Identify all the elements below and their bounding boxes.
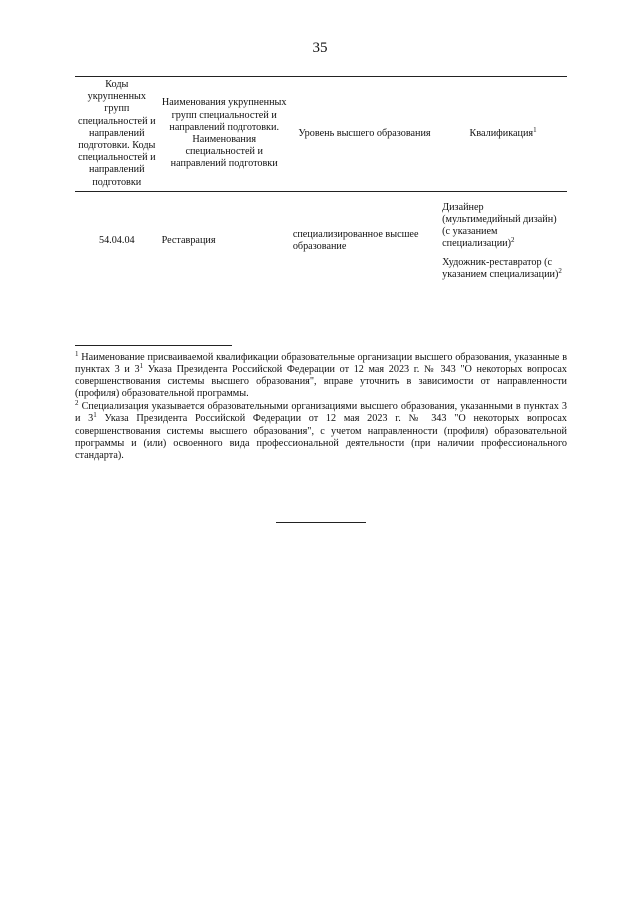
qualification-item (442, 202, 564, 251)
header-codes: Коды укрупненных групп специальностей и направлений подготовки. Коды специальностей и направлений подготовки (75, 77, 159, 192)
footnote-separator (75, 345, 232, 346)
table-row (75, 191, 567, 281)
header-level: Уровень высшего образования (290, 77, 439, 192)
row-level: специализированное высшее образование (292, 229, 419, 253)
row-qualifications (439, 191, 567, 281)
footnote (75, 352, 567, 400)
header-qualification (439, 77, 567, 192)
footnote-text: Указа Президента Российской Федерации от 12 мая 2023 г. № 343 "О некоторых вопросах совершенствования системы высшего образования", с учетом направленности (профиля) образовательной программы и (или) освоенного вида профессиональной деятельности (при наличии профессионального стандарта). (75, 413, 567, 461)
qualification-text: Художник-реставратор (с указанием специализации) (442, 256, 559, 280)
footnote-text: Специализация указывается образовательными организациями высшего образования, указанными в пунктах 3 и 3 (75, 401, 567, 425)
header-qualification-label: Квалификация (469, 127, 534, 139)
footnote-mark: 1 (75, 350, 79, 358)
footnote-superscript: 1 (139, 362, 144, 371)
qualifications-table (75, 76, 567, 281)
table-header-row (75, 77, 567, 192)
footnote-ref: 2 (558, 266, 562, 275)
page-number: 35 (312, 40, 328, 56)
qualification-text: Дизайнер (мультимедийный дизайн) (с указанием специализации) (442, 201, 557, 250)
footnote-ref: 2 (511, 236, 515, 245)
footnote-text: Указа Президента Российской Федерации от 12 мая 2023 г. № 343 "О некоторых вопросах совершенствования системы высшего образования", вправе уточнить в зависимости от направленности (профиля) образовательной программы. (75, 364, 567, 400)
qualification-item (442, 257, 564, 281)
footnote (75, 401, 567, 461)
header-names: Наименования укрупненных групп специальностей и направлений подготовки. Наименования специальностей и направлений подготовки (159, 77, 290, 192)
footnote-ref: 1 (533, 125, 537, 134)
row-code: 54.04.04 (98, 235, 135, 247)
row-name: Реставрация (161, 235, 216, 247)
footnote-mark: 2 (75, 399, 79, 408)
footnote-superscript: 1 (93, 411, 97, 420)
footnote-text: Наименование присваиваемой квалификации образовательные организации высшего образования, указанные в пунктах 3 и 3 (75, 352, 567, 376)
footnotes (75, 352, 567, 463)
end-separator (276, 522, 366, 523)
